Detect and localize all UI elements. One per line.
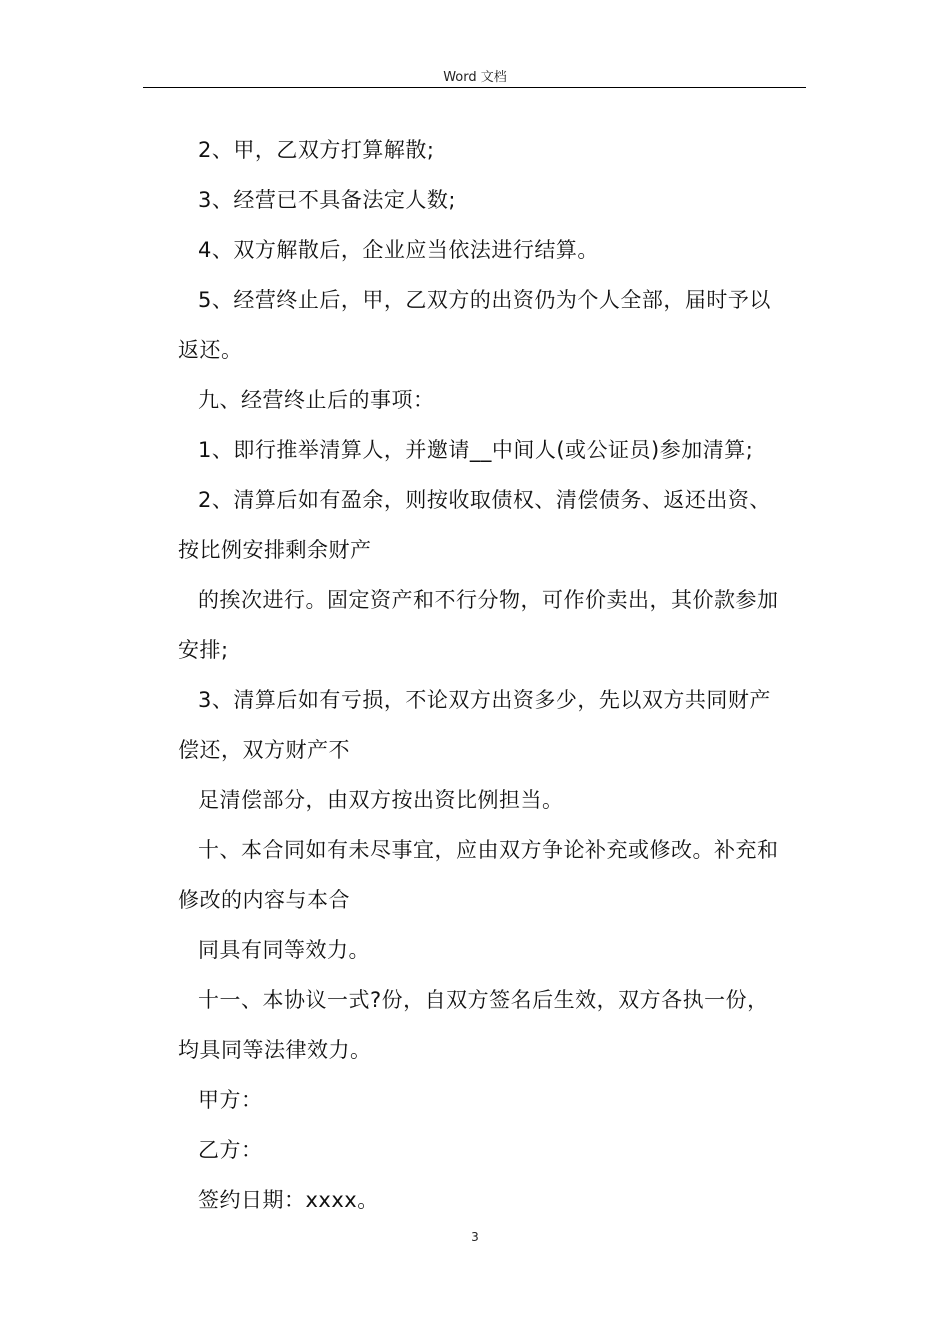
text-line: 2、清算后如有盈余，则按收取债权、清偿债务、返还出资、 (198, 488, 771, 512)
text-line: 安排; (178, 638, 229, 662)
text-line: 足清偿部分，由双方按出资比例担当。 (198, 788, 564, 812)
text-line: 修改的内容与本合 (178, 888, 350, 912)
header-divider (143, 87, 806, 88)
text-line: 5、经营终止后，甲，乙双方的出资仍为个人全部，届时予以 (198, 288, 771, 312)
party-b-label: 乙方： (198, 1138, 263, 1162)
signing-date: 签约日期：xxxx。 (198, 1188, 379, 1212)
text-line: 十一、本协议一式?份，自双方签名后生效，双方各执一份， (198, 988, 769, 1012)
text-line: 按比例安排剩余财产 (178, 538, 372, 562)
text-line: 1、即行推举清算人，并邀请__中间人(或公证员)参加清算; (198, 438, 754, 462)
text-line: 返还。 (178, 338, 243, 362)
section-heading: 九、经营终止后的事项： (198, 388, 435, 412)
text-line: 3、经营已不具备法定人数; (198, 188, 456, 212)
text-line: 4、双方解散后，企业应当依法进行结算。 (198, 238, 599, 262)
text-line: 2、甲，乙双方打算解散; (198, 138, 435, 162)
party-a-label: 甲方： (198, 1088, 263, 1112)
text-line: 的挨次进行。固定资产和不行分物，可作价卖出，其价款参加 (198, 588, 779, 612)
text-line: 3、清算后如有亏损，不论双方出资多少，先以双方共同财产 (198, 688, 771, 712)
page-number: 3 (471, 1230, 479, 1244)
text-line: 偿还，双方财产不 (178, 738, 350, 762)
text-line: 同具有同等效力。 (198, 938, 370, 962)
text-line: 十、本合同如有未尽事宜，应由双方争论补充或修改。补充和 (198, 838, 779, 862)
text-line: 均具同等法律效力。 (178, 1038, 372, 1062)
page-header: Word 文档 (443, 70, 507, 85)
